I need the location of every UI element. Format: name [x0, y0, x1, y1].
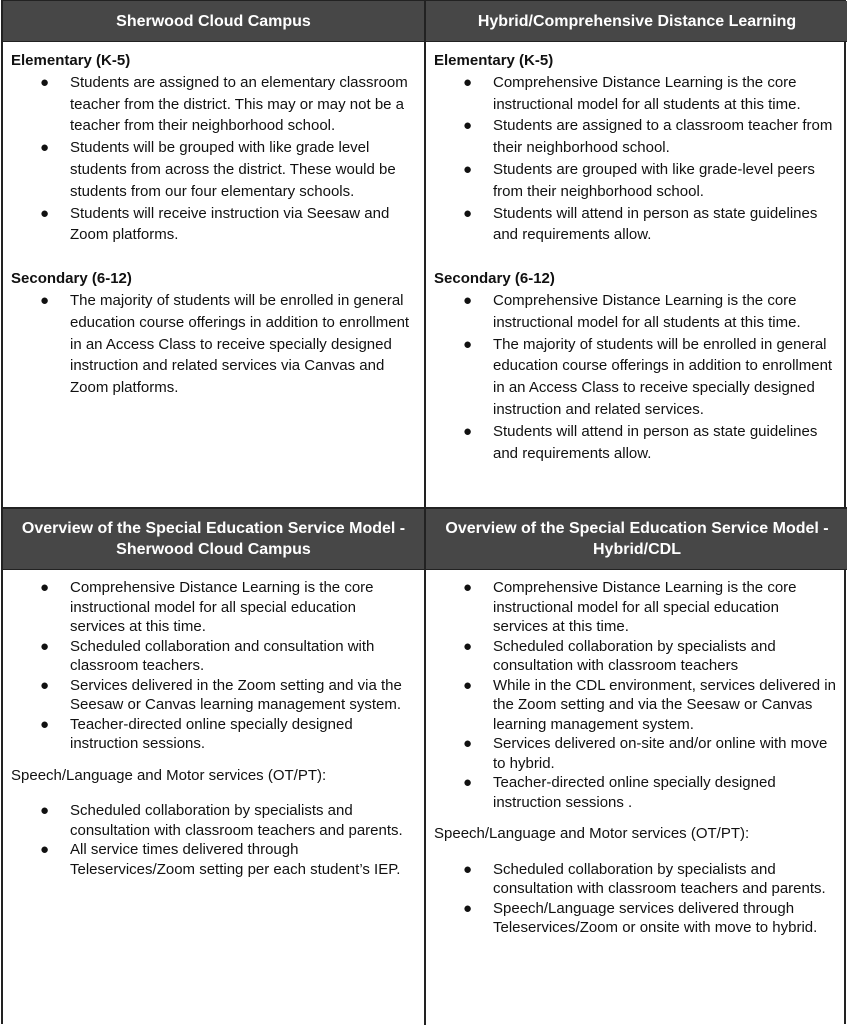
secondary-heading: Secondary (6-12) [11, 270, 132, 288]
list-item-text: Scheduled collaboration by specialists and consultation with classroom teachers [493, 637, 776, 674]
bullet-icon: ● [463, 735, 473, 752]
list-item [40, 72, 414, 137]
elementary-heading: Elementary (K-5) [11, 52, 131, 69]
list-item-text: Students are assigned to a classroom teacher from their neighborhood school. [493, 117, 833, 157]
list-item [463, 72, 838, 116]
list-item-text: Comprehensive Distance Learning is the core instructional model for all special education services at this time. [493, 579, 797, 635]
list-item [40, 578, 414, 637]
list-item-text: Comprehensive Distance Learning is the core instructional model for all students at this time. [493, 291, 801, 331]
list-item [463, 734, 838, 773]
list-item-text: Services delivered on-site and/or online with move to hybrid. [493, 735, 828, 772]
bullet-icon: ● [463, 676, 473, 694]
list-item [463, 290, 838, 334]
secondary-list [11, 290, 414, 399]
list-item-text: Students will be grouped with like grade level students from across the district. These would be students from our four elementary schools. [70, 139, 396, 200]
hybrid-grade-levels-cell [426, 42, 847, 509]
bullet-icon: ● [40, 204, 50, 222]
list-item-text: Students are grouped with like grade-level peers from their neighborhood school. [493, 160, 815, 200]
elementary-list [434, 72, 838, 246]
list-item-text: Speech/Language services delivered through Teleservices/Zoom or onsite with move to hybrid. [493, 899, 818, 936]
list-item-text: Scheduled collaboration and consultation with classroom teachers. [70, 637, 375, 674]
list-item [40, 290, 414, 399]
bullet-icon: ● [40, 802, 50, 819]
list-item [463, 334, 838, 421]
list-item-text: Teacher-directed online specially designed instruction sessions . [493, 774, 776, 811]
elementary-heading: Elementary (K-5) [434, 52, 554, 69]
header-sherwood-cloud-campus [3, 1, 426, 42]
sped-services-list [11, 578, 414, 754]
bullet-icon: ● [463, 422, 473, 440]
list-item-text: Comprehensive Distance Learning is the core instructional model for all special education services at this time. [70, 579, 374, 635]
cloud-campus-grade-levels-cell [3, 42, 426, 509]
speech-services-list [434, 860, 838, 938]
list-item [40, 801, 414, 840]
bullet-icon: ● [40, 579, 50, 596]
list-item [40, 203, 414, 247]
bullet-icon: ● [40, 73, 50, 91]
list-item [463, 773, 838, 812]
cloud-campus-sped-cell [3, 570, 426, 1025]
secondary-list [434, 290, 838, 464]
bullet-icon: ● [463, 860, 473, 878]
header-label: Overview of the Special Education Service Model - Hybrid/CDL [445, 520, 829, 558]
list-item-text: Teacher-directed online specially designed instruction sessions. [70, 715, 353, 752]
list-item [463, 637, 838, 676]
spacer [434, 246, 838, 268]
header-label: Sherwood Cloud Campus [116, 12, 311, 30]
list-item-text: While in the CDL environment, services delivered in the Zoom setting and via the Seesaw or Canvas learning management system. [493, 676, 836, 733]
elementary-list [11, 72, 414, 246]
list-item [463, 115, 838, 159]
list-item-text: Students will attend in person as state guidelines and requirements allow. [493, 422, 818, 462]
bullet-icon: ● [40, 715, 50, 733]
list-item-text: Students will attend in person as state guidelines and requirements allow. [493, 204, 818, 244]
bullet-icon: ● [40, 291, 50, 309]
header-hybrid-cdl [426, 1, 847, 42]
bullet-icon: ● [40, 139, 50, 157]
bullet-icon: ● [463, 117, 473, 135]
list-item-text: Students will receive instruction via Seesaw and Zoom platforms. [70, 204, 390, 244]
list-item [40, 840, 414, 879]
bullet-icon: ● [463, 291, 473, 309]
speech-heading: Speech/Language and Motor services (OT/PT): [434, 825, 750, 842]
list-item [463, 421, 838, 465]
bullet-icon: ● [463, 335, 473, 353]
spacer [11, 246, 414, 268]
bullet-icon: ● [463, 204, 473, 222]
list-item-text: Scheduled collaboration by specialists and consultation with classroom teachers and parents. [493, 860, 826, 897]
header-label: Overview of the Special Education Service Model - Sherwood Cloud Campus [21, 520, 406, 558]
header-label: Hybrid/Comprehensive Distance Learning [477, 12, 797, 30]
service-model-table [1, 0, 846, 1024]
list-item-text: The majority of students will be enrolled in general education course offerings in addition to enrollment in an Access Class to receive specially designed instruction and related services. [493, 335, 833, 418]
bullet-icon: ● [40, 676, 50, 694]
list-item [40, 715, 414, 754]
speech-services-list [11, 801, 414, 879]
list-item [463, 578, 838, 637]
list-item-text: All service times delivered through Teleservices/Zoom setting per each student’s IEP. [70, 841, 401, 878]
bullet-icon: ● [463, 73, 473, 91]
bullet-icon: ● [40, 637, 50, 655]
list-item-text: The majority of students will be enrolled in general education course offerings in addition to enrollment in an Access Class to receive specially designed instruction and related services via Canvas and Zoom platforms. [70, 291, 410, 397]
list-item-text: Scheduled collaboration by specialists and consultation with classroom teachers and parents. [70, 802, 403, 839]
list-item [40, 676, 414, 715]
secondary-heading: Secondary (6-12) [434, 270, 555, 288]
bullet-icon: ● [463, 899, 473, 917]
speech-heading: Speech/Language and Motor services (OT/PT): [11, 766, 327, 784]
list-item-text: Comprehensive Distance Learning is the core instructional model for all students at this time. [493, 73, 801, 113]
header-overview-cloud-campus [3, 509, 426, 570]
list-item [463, 860, 838, 899]
list-item [40, 637, 414, 676]
bullet-icon: ● [463, 160, 473, 178]
list-item [463, 159, 838, 203]
list-item-text: Students are assigned to an elementary classroom teacher from the district. This may or may not be a teacher from their neighborhood school. [70, 73, 408, 135]
list-item [463, 676, 838, 735]
list-item [463, 899, 838, 938]
list-item [40, 137, 414, 202]
bullet-icon: ● [463, 637, 473, 655]
sped-services-list [434, 578, 838, 812]
bullet-icon: ● [463, 774, 473, 791]
bullet-icon: ● [463, 579, 473, 596]
hybrid-sped-cell [426, 570, 847, 1025]
list-item [463, 203, 838, 247]
bullet-icon: ● [40, 841, 50, 858]
list-item-text: Services delivered in the Zoom setting and via the Seesaw or Canvas learning management system. [70, 676, 402, 713]
header-overview-hybrid-cdl [426, 509, 847, 570]
